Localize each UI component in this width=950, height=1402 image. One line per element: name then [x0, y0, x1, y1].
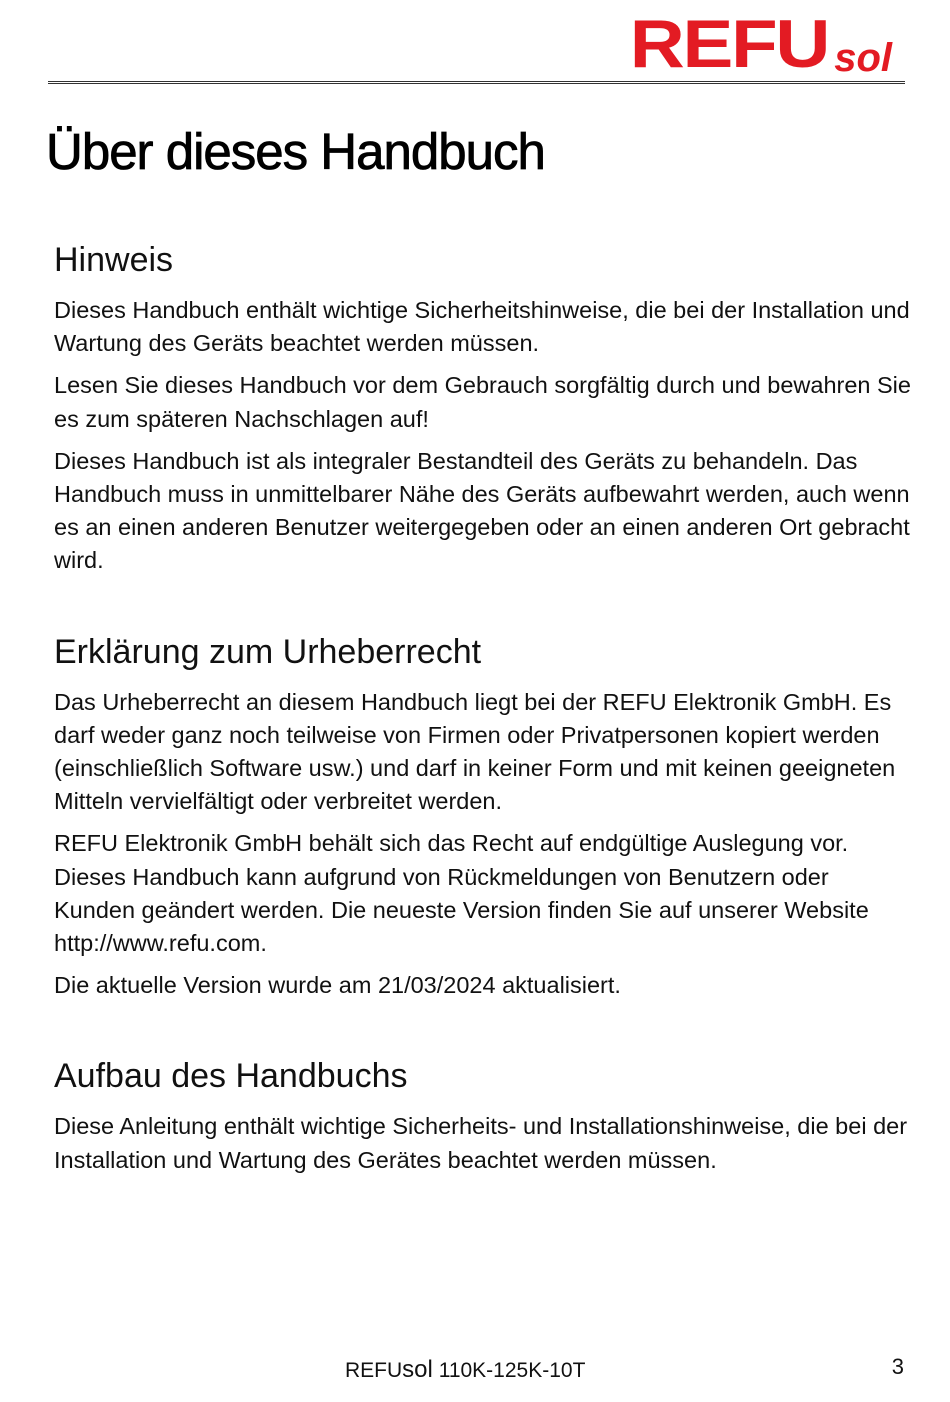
section-title: Erklärung zum Urheberrecht — [54, 632, 482, 671]
footer-model: 110K-125K-10T — [432, 1359, 586, 1382]
paragraph: Lesen Sie dieses Handbuch vor dem Gebrauch sorgfältig durch und bewahren Sie es zum späteren Nachschlagen auf! — [54, 372, 911, 432]
paragraph: Diese Anleitung enthält wichtige Sicherheits- und Installationshinweise, die bei der Installation und Wartung des Gerätes beachtet werden müssen. — [54, 1113, 908, 1173]
paragraph: Die aktuelle Version wurde am 21/03/2024 aktualisiert. — [54, 972, 621, 999]
section-hinweis — [54, 240, 914, 578]
section-title: Aufbau des Handbuchs — [54, 1057, 408, 1096]
section-title: Hinweis — [54, 241, 174, 279]
page-title: Über dieses Handbuch — [46, 123, 545, 180]
brand-logo — [629, 6, 892, 82]
footer-refu: REFU — [345, 1359, 403, 1382]
section-copyright — [54, 632, 914, 1003]
section-structure — [54, 1056, 914, 1176]
footer-sol: sol — [402, 1356, 433, 1383]
header-divider — [48, 81, 905, 84]
paragraph: Dieses Handbuch ist als integraler Bestandteil des Geräts zu behandeln. Das Handbuch muss in unmittelbarer Nähe des Geräts aufbewahrt werden, auch wenn es an einen anderen Benutzer weitergegeben oder an einen anderen Ort gebracht wird. — [54, 447, 910, 574]
footer-product-name — [345, 1356, 585, 1384]
paragraph: Dieses Handbuch enthält wichtige Sicherheitshinweise, die bei der Installation und Wartung des Geräts beachtet werden müssen. — [54, 297, 910, 357]
main-content — [54, 240, 914, 1231]
paragraph: REFU Elektronik GmbH behält sich das Recht auf endgültige Auslegung vor. Dieses Handbuch kann aufgrund von Rückmeldungen von Benutzern oder Kunden geändert werden. Die neueste Version finden Sie auf unserer Website http://www.refu.com. — [54, 830, 869, 957]
logo-sol-text: sol — [834, 36, 892, 80]
page-number: 3 — [891, 1354, 904, 1379]
logo-refu-text: REFU — [629, 6, 829, 82]
paragraph: Das Urheberrecht an diesem Handbuch liegt bei der REFU Elektronik GmbH. Es darf weder ganz noch teilweise von Firmen oder Privatpersonen kopiert werden (einschließlich Software usw.) und darf in keiner Form und mit keinen geeigneten Mitteln vervielfältigt oder verbreitet werden. — [54, 688, 896, 815]
